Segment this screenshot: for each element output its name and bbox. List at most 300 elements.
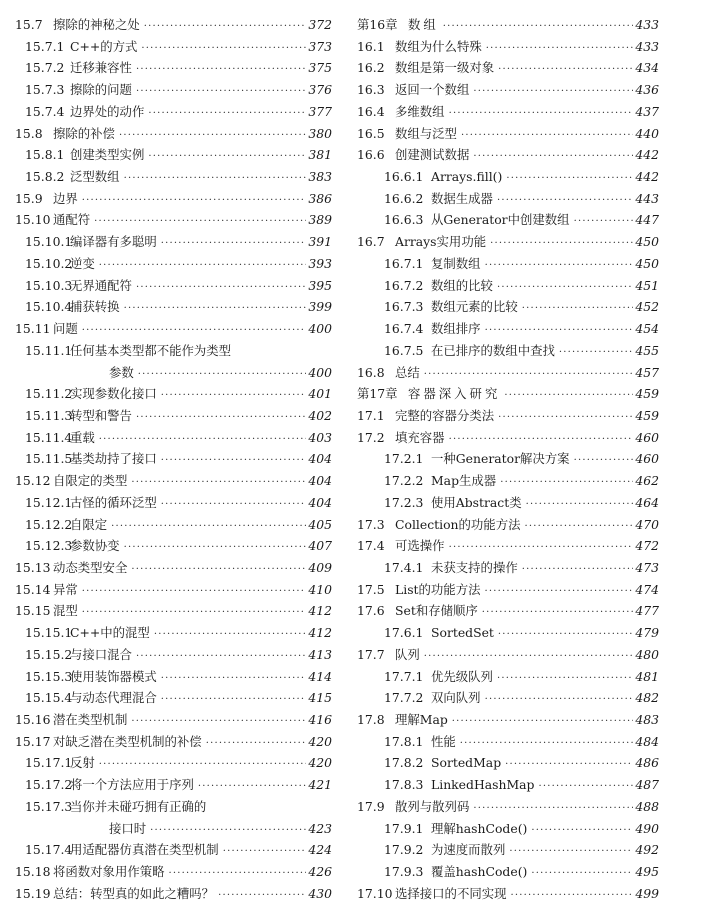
toc-section-entry[interactable]: [357, 709, 659, 731]
dot-leader: [218, 885, 306, 907]
dot-leader: [82, 320, 307, 342]
entry-title: 返回一个数组: [395, 82, 470, 98]
entry-title: 数组为什么特殊: [395, 38, 482, 54]
toc-section-entry[interactable]: [15, 123, 332, 145]
entry-title: SortedSet: [431, 625, 494, 641]
dot-leader: [148, 103, 306, 125]
dot-leader: [150, 820, 306, 842]
page-number: 414: [308, 668, 332, 684]
page-number: 464: [635, 494, 659, 510]
toc-subsection-entry[interactable]: [357, 731, 659, 753]
page-number: 421: [308, 777, 332, 793]
dot-leader: [449, 103, 634, 125]
page-number: 407: [308, 538, 332, 554]
entry-title: 与动态代理混合: [70, 690, 157, 706]
toc-subsection-entry[interactable]: [15, 340, 332, 362]
toc-subsection-entry[interactable]: [357, 839, 659, 861]
entry-number: 17.1: [357, 407, 385, 423]
dot-leader: [485, 320, 634, 342]
entry-number: 15.15.3: [25, 668, 73, 684]
entry-number: 17.4: [357, 538, 385, 554]
page-number: 442: [635, 147, 659, 163]
toc-subsection-entry[interactable]: [357, 666, 659, 688]
entry-title: 创建测试数据: [395, 147, 470, 163]
entry-title: 数组是第一级对象: [395, 60, 495, 76]
page-number: 373: [308, 38, 332, 54]
toc-subsection-entry[interactable]: [357, 774, 659, 796]
toc-subsection-entry[interactable]: [357, 448, 659, 470]
toc-subsection-entry[interactable]: [15, 79, 332, 101]
entry-number: 15.8.1: [25, 147, 65, 163]
page-number: 420: [308, 733, 332, 749]
dot-leader: [82, 602, 307, 624]
page-bottom-edge: [0, 911, 703, 921]
dot-leader: [574, 450, 634, 472]
page-number: 405: [308, 516, 332, 532]
page-number: 375: [308, 60, 332, 76]
toc-subsection-entry[interactable]: [15, 36, 332, 58]
toc-section-entry[interactable]: [357, 79, 659, 101]
page-number: 459: [635, 407, 659, 423]
page-number: 462: [635, 473, 659, 489]
dot-leader: [490, 233, 633, 255]
dot-leader: [486, 38, 634, 60]
toc-subsection-entry[interactable]: [15, 144, 332, 166]
entry-title: 混型: [53, 603, 78, 619]
page-number: 495: [635, 864, 659, 880]
entry-title: 理解Map: [395, 712, 448, 727]
page-number: 424: [308, 842, 332, 858]
page-number: 490: [635, 820, 659, 836]
toc-section-entry[interactable]: [357, 123, 659, 145]
entry-number: 17.9.1: [384, 820, 424, 836]
entry-title: Collection的功能方法: [395, 516, 521, 532]
toc-subsection-entry[interactable]: [15, 448, 332, 470]
dot-leader: [94, 211, 306, 233]
entry-number: 15.10.1: [25, 234, 73, 250]
entry-title: 重载: [70, 429, 95, 445]
toc-subsection-entry[interactable]: [357, 752, 659, 774]
entry-title: 擦除的补偿: [53, 125, 115, 141]
toc-subsection-entry[interactable]: [15, 296, 332, 318]
entry-title: 逆变: [70, 255, 95, 271]
toc-section-entry[interactable]: [357, 57, 659, 79]
dot-leader: [500, 472, 633, 494]
entry-number: 15.7: [15, 17, 43, 32]
entry-number: 17.4.1: [384, 559, 424, 575]
toc-subsection-entry[interactable]: [357, 470, 659, 492]
toc-section-entry[interactable]: [15, 318, 332, 340]
entry-number: 15.11.2: [25, 386, 73, 402]
toc-section-entry[interactable]: [357, 883, 659, 905]
entry-title: 数组与泛型: [395, 125, 457, 141]
dot-leader: [497, 277, 633, 299]
dot-leader: [498, 59, 633, 81]
toc-subsection-entry[interactable]: [15, 427, 332, 449]
toc-subsection-entry[interactable]: [15, 514, 332, 536]
dot-leader: [136, 407, 306, 429]
entry-title: 从Generator中创建数组: [431, 212, 570, 228]
entry-title: 使用装饰器模式: [70, 668, 157, 684]
entry-number: 15.7.2: [25, 60, 65, 76]
entry-title: List的功能方法: [395, 581, 481, 597]
entry-number: 15.19: [15, 885, 51, 901]
entry-title: 性能: [431, 733, 456, 749]
toc-column-left: [15, 14, 332, 904]
entry-title: 迁移兼容性: [70, 60, 132, 76]
toc-subsection-entry[interactable]: [15, 383, 332, 405]
toc-subsection-entry[interactable]: [15, 101, 332, 123]
toc-subsection-entry[interactable]: [15, 666, 332, 688]
toc-subsection-entry[interactable]: [357, 818, 659, 840]
page-number: 377: [308, 103, 332, 119]
dot-leader: [497, 190, 633, 212]
toc-subsection-entry[interactable]: [15, 405, 332, 427]
toc-section-entry[interactable]: [357, 36, 659, 58]
toc-section-entry[interactable]: [15, 209, 332, 231]
entry-title: 当你并未碰巧拥有正确的: [70, 798, 207, 814]
entry-number: 16.4: [357, 103, 385, 119]
entry-title: LinkedHashMap: [431, 777, 535, 793]
toc-subsection-entry[interactable]: [357, 209, 659, 231]
toc-section-entry[interactable]: [15, 709, 332, 731]
toc-subsection-entry[interactable]: [15, 622, 332, 644]
page-number: 492: [635, 842, 659, 858]
page-number: 454: [635, 321, 659, 337]
entry-number: 15.11.3: [25, 407, 73, 423]
toc-section-entry[interactable]: [15, 14, 332, 36]
entry-title: 复制数组: [431, 255, 481, 271]
entry-title: 实现参数化接口: [70, 386, 157, 402]
page-number: 386: [308, 190, 332, 206]
dot-leader: [531, 863, 633, 885]
entry-number: 16.7.4: [384, 321, 424, 337]
entry-number: 16.6.3: [384, 212, 424, 228]
entry-title: 数组排序: [431, 321, 481, 337]
dot-leader: [161, 385, 307, 407]
entry-number: 16.6.1: [384, 169, 424, 185]
entry-number: 17.6: [357, 603, 385, 619]
dot-leader: [136, 646, 306, 668]
dot-leader: [504, 385, 633, 407]
page-number: 433: [635, 17, 659, 32]
toc-subsection-entry[interactable]: [15, 535, 332, 557]
entry-title: 选择接口的不同实现: [395, 885, 507, 901]
page-number: 447: [635, 212, 659, 228]
page-number: 410: [308, 581, 332, 597]
entry-number: 15.11.5: [25, 451, 73, 467]
toc-subsection-entry[interactable]: [357, 188, 659, 210]
page-number: 412: [308, 603, 332, 619]
entry-title: C++中的混型: [70, 625, 150, 641]
entry-title: 任何基本类型都不能作为类型: [70, 342, 232, 358]
entry-number: 16.7.2: [384, 277, 424, 293]
toc-entry-continuation[interactable]: [15, 818, 332, 840]
entry-title: 数组的比较: [431, 277, 493, 293]
entry-number: 15.7.4: [25, 103, 65, 119]
toc-section-entry[interactable]: [357, 579, 659, 601]
dot-leader: [443, 16, 634, 38]
entry-number: 15.17: [15, 733, 51, 749]
page-number: 415: [308, 690, 332, 706]
toc-section-entry[interactable]: [357, 101, 659, 123]
entry-title: 自限定: [70, 516, 108, 532]
entry-number: 17.10: [357, 885, 393, 901]
toc-chapter-entry[interactable]: [357, 383, 659, 405]
entry-number: 16.7: [357, 234, 385, 250]
dot-leader: [511, 885, 634, 907]
entry-title: 数组元素的比较: [431, 299, 518, 315]
toc-subsection-entry[interactable]: [357, 622, 659, 644]
toc-subsection-entry[interactable]: [357, 318, 659, 340]
toc-subsection-entry[interactable]: [357, 861, 659, 883]
toc-section-entry[interactable]: [357, 600, 659, 622]
dot-leader: [452, 711, 634, 733]
entry-number: 15.15.2: [25, 646, 73, 662]
dot-leader: [506, 168, 633, 190]
entry-number: 16.5: [357, 125, 385, 141]
entry-title: 可选操作: [395, 538, 445, 554]
toc-entry-continuation[interactable]: [15, 362, 332, 384]
toc-subsection-entry[interactable]: [15, 774, 332, 796]
entry-number: 16.6: [357, 147, 385, 163]
toc-subsection-entry[interactable]: [357, 166, 659, 188]
entry-number: 16.7.1: [384, 255, 424, 271]
dot-leader: [99, 255, 307, 277]
dot-leader: [144, 16, 307, 38]
page-number: 481: [635, 668, 659, 684]
page-number: 484: [635, 733, 659, 749]
entry-title: 优先级队列: [431, 668, 493, 684]
entry-title: 异常: [53, 581, 78, 597]
page-number: 404: [308, 473, 332, 489]
dot-leader: [136, 81, 306, 103]
entry-title: 无界通配符: [70, 277, 132, 293]
dot-leader: [138, 364, 307, 386]
toc-section-entry[interactable]: [357, 405, 659, 427]
toc-section-entry[interactable]: [15, 731, 332, 753]
dot-leader: [161, 689, 307, 711]
page-number: 391: [308, 234, 332, 250]
dot-leader: [198, 776, 306, 798]
toc-subsection-entry[interactable]: [15, 492, 332, 514]
toc-subsection-entry[interactable]: [15, 796, 332, 818]
entry-title: 创建类型实例: [70, 147, 145, 163]
entry-title: SortedMap: [431, 755, 502, 771]
page-number: 413: [308, 646, 332, 662]
entry-title: 将一个方法应用于序列: [70, 777, 194, 793]
entry-title: 边界: [53, 190, 78, 206]
toc-chapter-entry[interactable]: [357, 14, 659, 36]
dot-leader: [424, 646, 634, 668]
entry-number: 15.11.4: [25, 429, 73, 445]
entry-number: 15.15.1: [25, 625, 73, 641]
dot-leader: [526, 494, 634, 516]
entry-number: 15.7.1: [25, 38, 65, 54]
entry-title: 队列: [395, 646, 420, 662]
entry-number: 15.11: [15, 321, 51, 337]
entry-title: 自限定的类型: [53, 473, 128, 489]
entry-title: 反射: [70, 755, 95, 771]
dot-leader: [449, 537, 634, 559]
toc-section-entry[interactable]: [15, 557, 332, 579]
entry-number: 15.17.4: [25, 842, 73, 858]
page-number: 483: [635, 712, 659, 727]
toc-section-entry[interactable]: [15, 188, 332, 210]
entry-title: 双向队列: [431, 690, 481, 706]
dot-leader: [206, 733, 307, 755]
toc-subsection-entry[interactable]: [357, 492, 659, 514]
page-number: 460: [635, 429, 659, 445]
toc-section-entry[interactable]: [357, 144, 659, 166]
page-number: 399: [308, 299, 332, 315]
page-number: 472: [635, 538, 659, 554]
toc-section-entry[interactable]: [357, 644, 659, 666]
page-number: 450: [635, 234, 659, 250]
dot-leader: [223, 841, 307, 863]
entry-number: 17.3: [357, 516, 385, 532]
dot-leader: [124, 168, 307, 190]
entry-number: 15.15: [15, 603, 51, 619]
entry-number: 15.12: [15, 473, 51, 489]
page-number: 474: [635, 581, 659, 597]
entry-number: 17.8.3: [384, 777, 424, 793]
entry-number: 17.6.1: [384, 625, 424, 641]
dot-leader: [484, 581, 633, 603]
page-number: 443: [635, 190, 659, 206]
entry-number: 15.10: [15, 212, 51, 228]
entry-title: 捕获转换: [70, 299, 120, 315]
page-number: 436: [635, 82, 659, 98]
page-number: 473: [635, 559, 659, 575]
toc-subsection-entry[interactable]: [357, 275, 659, 297]
toc-section-entry[interactable]: [15, 600, 332, 622]
dot-leader: [82, 190, 307, 212]
entry-number: 15.10.3: [25, 277, 73, 293]
entry-number: 16.2: [357, 60, 385, 76]
toc-subsection-entry[interactable]: [15, 57, 332, 79]
entry-number: 15.12.2: [25, 516, 73, 532]
dot-leader: [124, 298, 307, 320]
dot-leader: [161, 668, 307, 690]
entry-title: 完整的容器分类法: [395, 407, 495, 423]
entry-number: 15.18: [15, 864, 51, 880]
entry-title: Map生成器: [431, 473, 497, 489]
toc-section-entry[interactable]: [357, 796, 659, 818]
dot-leader: [99, 754, 307, 776]
page-number: 488: [635, 798, 659, 814]
toc-section-entry[interactable]: [357, 514, 659, 536]
entry-title: 数据生成器: [431, 190, 493, 206]
dot-leader: [131, 711, 306, 733]
entry-title: 覆盖hashCode(): [431, 864, 528, 880]
toc-subsection-entry[interactable]: [357, 687, 659, 709]
toc-section-entry[interactable]: [15, 579, 332, 601]
entry-title: 填充容器: [395, 429, 445, 445]
dot-leader: [119, 125, 306, 147]
page-number: 393: [308, 255, 332, 271]
toc-section-entry[interactable]: [357, 535, 659, 557]
entry-title: 参数协变: [70, 538, 120, 554]
page-number: 451: [635, 277, 659, 293]
toc-section-entry[interactable]: [357, 231, 659, 253]
entry-title: Arrays实用功能: [395, 234, 487, 250]
dot-leader: [531, 820, 633, 842]
entry-title: 理解hashCode(): [431, 820, 528, 836]
toc-subsection-entry[interactable]: [357, 340, 659, 362]
page-number: 403: [308, 429, 332, 445]
dot-leader: [485, 689, 634, 711]
dot-leader: [497, 668, 633, 690]
page-number: 470: [635, 516, 659, 532]
entry-title: 使用Abstract类: [431, 494, 522, 510]
entry-title: 容器深入研究: [408, 386, 501, 402]
entry-title: 动态类型安全: [53, 559, 128, 575]
toc-subsection-entry[interactable]: [15, 644, 332, 666]
entry-title: 泛型数组: [70, 169, 120, 185]
toc-section-entry[interactable]: [357, 362, 659, 384]
entry-title: 数组: [408, 17, 439, 32]
entry-number: 16.6.2: [384, 190, 424, 206]
page-number: 400: [308, 364, 332, 380]
entry-number: 17.9.2: [384, 842, 424, 858]
toc-subsection-entry[interactable]: [357, 557, 659, 579]
page-number: 402: [308, 407, 332, 423]
toc-subsection-entry[interactable]: [15, 253, 332, 275]
dot-leader: [82, 581, 307, 603]
dot-leader: [148, 146, 306, 168]
entry-number: 15.12.3: [25, 538, 73, 554]
toc-subsection-entry[interactable]: [15, 166, 332, 188]
dot-leader: [461, 125, 633, 147]
entry-number: 15.17.1: [25, 755, 73, 771]
toc-subsection-entry[interactable]: [357, 253, 659, 275]
page-number: 423: [308, 820, 332, 836]
toc-subsection-entry[interactable]: [15, 839, 332, 861]
entry-number: 15.17.3: [25, 798, 73, 814]
dot-leader: [449, 429, 634, 451]
entry-title: 用适配器仿真潜在类型机制: [70, 842, 219, 858]
entry-number: 15.8.2: [25, 169, 65, 185]
dot-leader: [131, 472, 306, 494]
toc-section-entry[interactable]: [15, 861, 332, 883]
page-number: 404: [308, 451, 332, 467]
toc-subsection-entry[interactable]: [15, 275, 332, 297]
dot-leader: [136, 277, 306, 299]
toc-section-entry[interactable]: [357, 427, 659, 449]
dot-leader: [482, 602, 634, 624]
entry-number: 17.8.2: [384, 755, 424, 771]
dot-leader: [161, 450, 307, 472]
dot-leader: [498, 624, 633, 646]
toc-subsection-entry[interactable]: [15, 687, 332, 709]
toc-section-entry[interactable]: [15, 883, 332, 905]
dot-leader: [161, 233, 307, 255]
page-number: 480: [635, 646, 659, 662]
entry-title: 对缺乏潜在类型机制的补偿: [53, 733, 202, 749]
page-number: 482: [635, 690, 659, 706]
entry-title: 多维数组: [395, 103, 445, 119]
toc-subsection-entry[interactable]: [357, 296, 659, 318]
entry-number: 15.10.4: [25, 299, 73, 315]
dot-leader: [473, 798, 633, 820]
toc-subsection-entry[interactable]: [15, 752, 332, 774]
toc-section-entry[interactable]: [15, 470, 332, 492]
entry-title: C++的方式: [70, 38, 138, 54]
page-number: 383: [308, 169, 332, 185]
dot-leader: [498, 407, 633, 429]
toc-subsection-entry[interactable]: [15, 231, 332, 253]
